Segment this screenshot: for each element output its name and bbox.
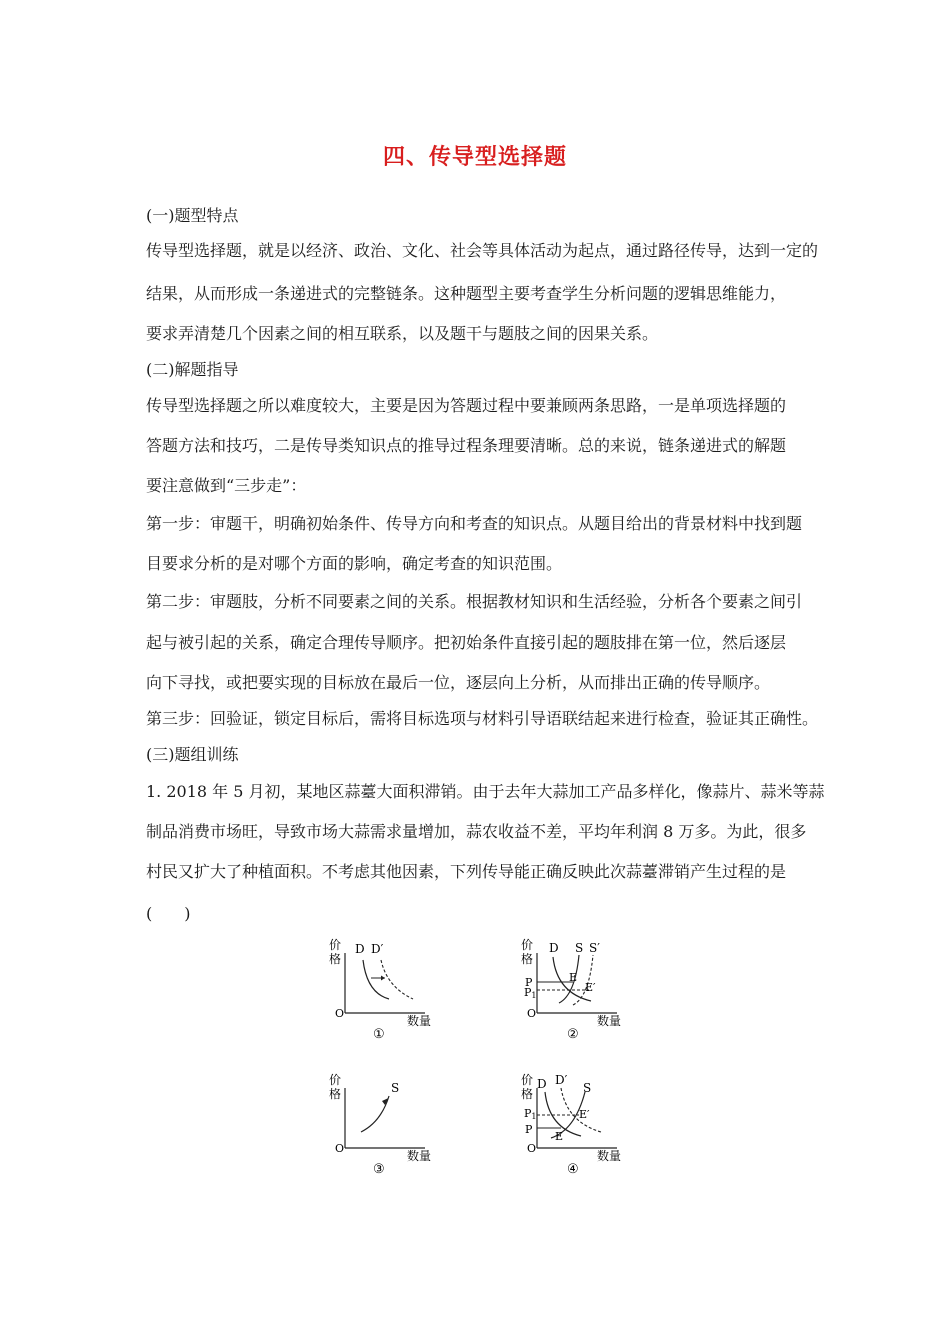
y-axis-label: 价 xyxy=(329,1073,342,1087)
price-label-p: P xyxy=(525,1123,533,1136)
origin-label: O xyxy=(527,1142,537,1155)
curve-label-d: D xyxy=(355,942,365,956)
step-three: 第三步：回验证，锁定目标后，需将目标选项与材料引导语联结起来进行检查，验证其正确性。 xyxy=(146,709,819,728)
equilibrium-label-e-prime: E′ xyxy=(585,981,596,994)
demand-curve-d-prime xyxy=(381,960,413,999)
graph-2-svg xyxy=(517,935,632,1045)
step-one-cont: 目要求分析的是对哪个方面的影响，确定考查的知识范围。 xyxy=(146,554,563,573)
paragraph: 要求弄清楚几个因素之间的相互联系，以及题干与题肢之间的因果关系。 xyxy=(146,324,659,343)
curve-label-d-prime: D′ xyxy=(371,942,384,956)
x-axis-label: 数量 xyxy=(597,1014,622,1028)
curve-label-d: D xyxy=(537,1077,547,1091)
origin-label: O xyxy=(335,1007,345,1020)
graph-demand-increase xyxy=(517,1070,632,1184)
graph-number: ④ xyxy=(567,1162,579,1177)
graph-demand-shift xyxy=(325,935,440,1049)
equilibrium-label-e: E xyxy=(569,971,578,984)
price-label-p1: P1 xyxy=(524,1107,537,1121)
curve-label-s: S xyxy=(391,1081,400,1095)
paragraph: 传导型选择题之所以难度较大，主要是因为答题过程中要兼顾两条思路，一是单项选择题的 xyxy=(146,396,787,415)
step-two-cont: 起与被引起的关系，确定合理传导顺序。把初始条件直接引起的题肢排在第一位，然后逐层 xyxy=(146,633,787,652)
y-axis-label: 格 xyxy=(521,952,534,966)
y-axis-label: 格 xyxy=(521,1087,534,1101)
y-axis-label: 价 xyxy=(521,938,534,952)
paragraph: 答题方法和技巧，二是传导类知识点的推导过程条理要清晰。总的来说，链条递进式的解题 xyxy=(146,436,787,455)
y-axis-label: 价 xyxy=(329,938,342,952)
answer-parentheses: ( ) xyxy=(146,904,191,923)
y-axis-label: 格 xyxy=(329,952,342,966)
graph-number: ① xyxy=(373,1027,385,1042)
section-heading-practice: (三)题组训练 xyxy=(146,745,239,764)
graph-number: ③ xyxy=(373,1162,385,1177)
graph-supply-movement xyxy=(325,1070,440,1184)
x-axis-label: 数量 xyxy=(597,1149,622,1163)
y-axis-label: 价 xyxy=(521,1073,534,1087)
equilibrium-label-e: E xyxy=(555,1130,564,1143)
paragraph: 传导型选择题，就是以经济、政治、文化、社会等具体活动为起点，通过路径传导，达到一定的 xyxy=(146,241,819,260)
graph-1-svg xyxy=(325,935,440,1045)
question-1-cont: 村民又扩大了种植面积。不考虑其他因素，下列传导能正确反映此次蒜薹滞销产生过程的是 xyxy=(146,862,787,881)
x-axis-label: 数量 xyxy=(407,1014,432,1028)
demand-curve-d xyxy=(363,960,389,999)
curve-label-s: S xyxy=(575,941,584,955)
graph-4-svg xyxy=(517,1070,632,1180)
step-two: 第二步：审题肢，分析不同要素之间的关系。根据教材知识和生活经验，分析各个要素之间引 xyxy=(146,592,803,611)
curve-label-d-prime: D′ xyxy=(555,1073,568,1087)
question-1: 1. 2018 年 5 月初，某地区蒜薹大面积滞销。由于去年大蒜加工产品多样化，像蒜片、蒜米等蒜 xyxy=(146,782,825,801)
paragraph: 结果，从而形成一条递进式的完整链条。这种题型主要考查学生分析问题的逻辑思维能力， xyxy=(146,284,787,303)
curve-label-s: S xyxy=(583,1081,592,1095)
x-axis-label: 数量 xyxy=(407,1149,432,1163)
step-two-cont: 向下寻找，或把要实现的目标放在最后一位，逐层向上分析，从而排出正确的传导顺序。 xyxy=(146,673,771,692)
y-axis-label: 格 xyxy=(329,1087,342,1101)
shift-arrow-head xyxy=(381,976,385,981)
graph-3-svg xyxy=(325,1070,440,1180)
page-title: 四、传导型选择题 xyxy=(382,145,567,170)
price-label-p1: P1 xyxy=(524,986,537,1000)
origin-label: O xyxy=(335,1142,345,1155)
price-label-p: P xyxy=(525,976,533,989)
curve-label-d: D xyxy=(549,941,559,955)
graph-supply-shift xyxy=(517,935,632,1049)
paragraph: 要注意做到“三步走”： xyxy=(146,476,307,495)
curve-label-s-prime: S′ xyxy=(589,941,600,955)
step-one: 第一步：审题干，明确初始条件、传导方向和考查的知识点。从题目给出的背景材料中找到题 xyxy=(146,514,803,533)
origin-label: O xyxy=(527,1007,537,1020)
question-1-cont: 制品消费市场旺，导致市场大蒜需求量增加，蒜农收益不差，平均年利润 8 万多。为此，很多 xyxy=(146,822,807,841)
equilibrium-label-e-prime: E′ xyxy=(579,1108,590,1121)
graph-number: ② xyxy=(567,1027,579,1042)
section-heading-features: (一)题型特点 xyxy=(146,206,239,225)
section-heading-guidance: (二)解题指导 xyxy=(146,360,239,379)
